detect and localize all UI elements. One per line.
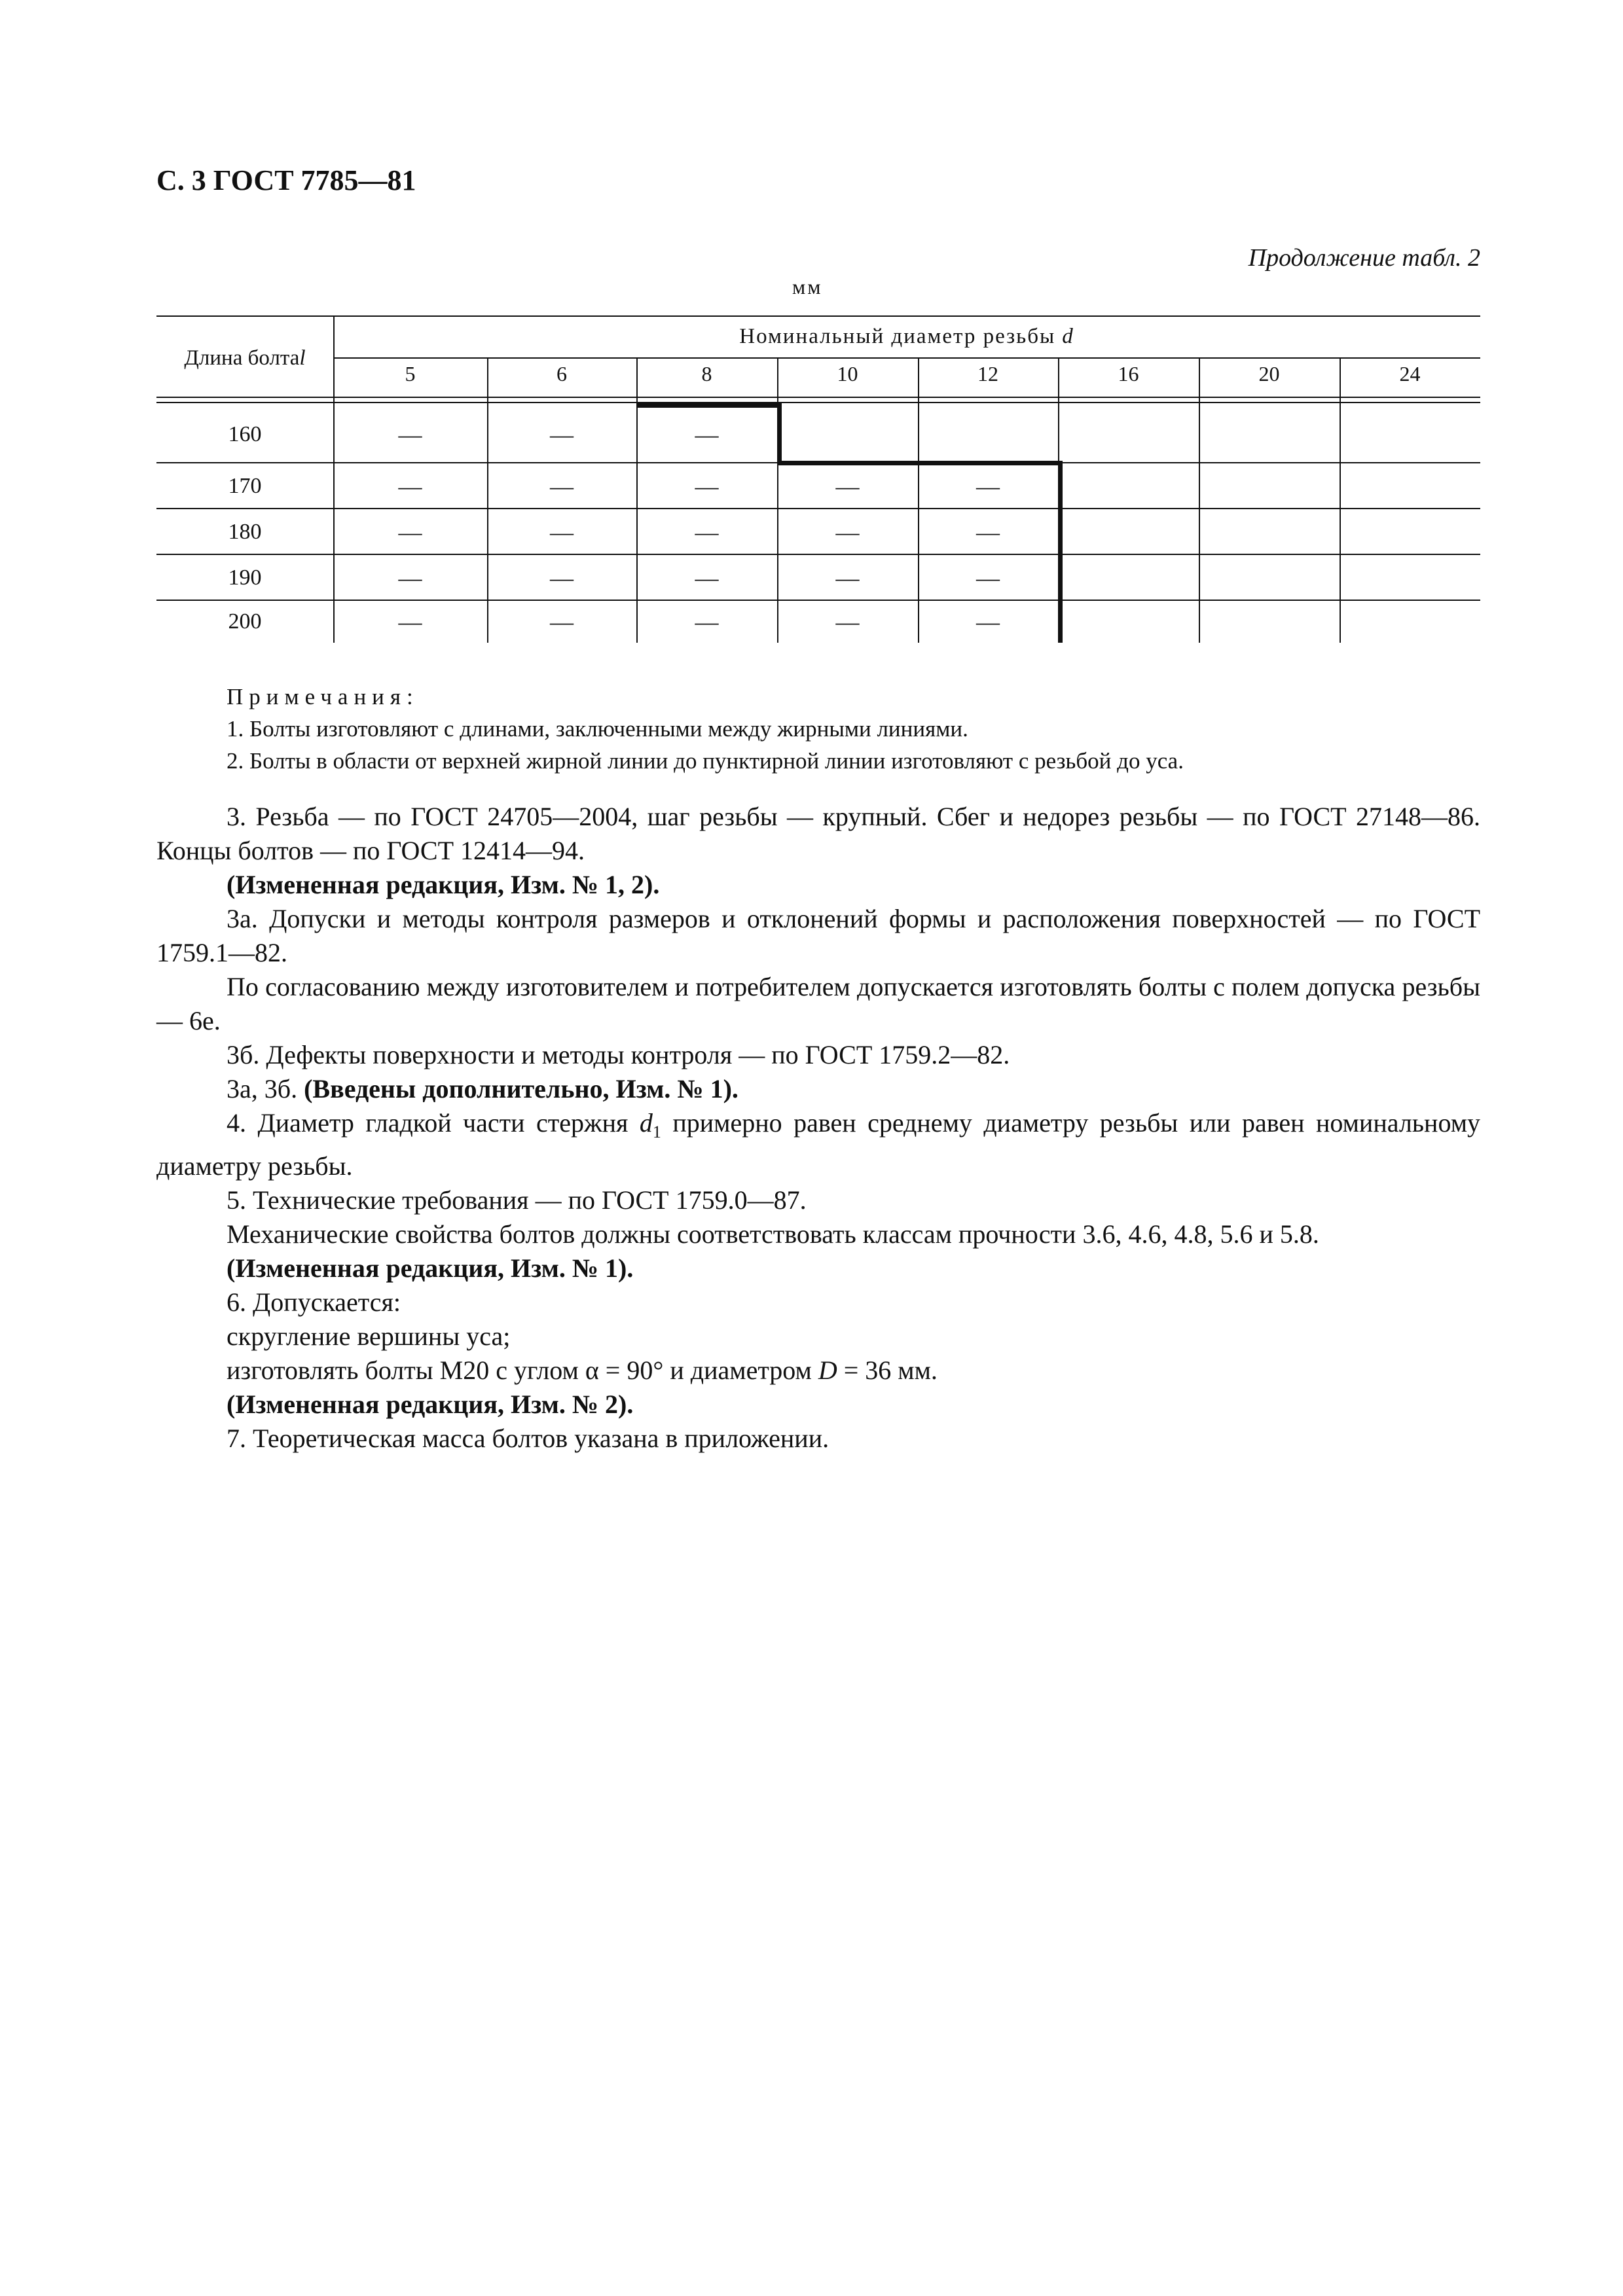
paragraph-4-var: d (639, 1108, 653, 1138)
column-header: 6 (556, 361, 567, 386)
row-length-label: 190 (228, 565, 262, 590)
paragraph-7: 7. Теоретическая масса болтов указана в приложении. (227, 1424, 830, 1453)
table-rule (1199, 357, 1200, 643)
table-cell: — (550, 609, 574, 635)
body-text (156, 800, 1480, 1456)
table-cell: — (695, 473, 719, 499)
table-unit: мм (792, 275, 823, 298)
column-group-text: Номинальный диаметр резьбы (739, 324, 1056, 348)
row-length-label: 180 (228, 520, 262, 544)
paragraph-3ab-bold: (Введены дополнительно, Изм. № 1). (304, 1074, 739, 1103)
table-rule (156, 397, 1480, 398)
table-cell: — (695, 609, 719, 635)
table-cell: — (976, 473, 1000, 499)
revision-note: (Измененная редакция, Изм. № 2). (227, 1390, 634, 1419)
table-continuation-label: Продолжение табл. 2 (1248, 244, 1480, 272)
paragraph-4-b: примерно равен среднему диаметру резьбы или равен номинальному диаметру резьбы. (156, 1108, 1481, 1181)
column-header: 10 (837, 361, 858, 386)
paragraph-3: 3. Резьба — по ГОСТ 24705—2004, шаг резьбы — крупный. Сбег и недорез резьбы — по ГОСТ 27148—86. Концы болтов — по ГОСТ 12414—94. (156, 802, 1480, 865)
table-cell: — (398, 422, 422, 448)
notes-title: Примечания: (227, 684, 419, 709)
paragraph-6-2-var: D (818, 1355, 837, 1385)
table-cell: — (835, 565, 860, 591)
paragraph-4-sub: 1 (652, 1122, 661, 1141)
table-cell: — (550, 519, 574, 545)
paragraph-3ab-prefix: 3а, 3б. (227, 1074, 304, 1103)
paragraph-3b: 3б. Дефекты поверхности и методы контроля — по ГОСТ 1759.2—82. (227, 1040, 1010, 1069)
paragraph-4-a: 4. Диаметр гладкой части стержня (227, 1108, 640, 1138)
row-header-var: l (299, 346, 306, 370)
paragraph-5: 5. Технические требования — по ГОСТ 1759.0—87. (227, 1185, 807, 1215)
column-group-header (333, 315, 1480, 357)
column-header: 24 (1399, 361, 1421, 386)
paragraph-6: 6. Допускается: (227, 1287, 401, 1317)
table-cell: — (398, 609, 422, 635)
table-cell: — (835, 473, 860, 499)
table-cell: — (695, 422, 719, 448)
row-header (156, 315, 333, 401)
paragraph-3a: 3а. Допуски и методы контроля размеров и отклонений формы и расположения поверхностей — по ГОСТ 1759.1—82. (156, 904, 1480, 967)
paragraph-5-2: Механические свойства болтов должны соответствовать классам прочности 3.6, 4.6, 4.8, 5.6 и 5.8. (227, 1219, 1319, 1249)
bold-boundary-line (777, 461, 1063, 465)
paragraph-4 (156, 1106, 1480, 1183)
table-cell: — (550, 565, 574, 591)
paragraph-6-2-b: = 36 мм. (837, 1355, 938, 1385)
paragraph-6-1: скругление вершины уса; (227, 1321, 511, 1351)
page-header: С. 3 ГОСТ 7785—81 (156, 164, 416, 196)
column-header: 12 (977, 361, 998, 386)
row-length-label: 200 (228, 609, 262, 634)
table-cell: — (695, 519, 719, 545)
table-cell: — (550, 422, 574, 448)
revision-note: (Измененная редакция, Изм. № 1). (227, 1253, 634, 1283)
column-header: 5 (405, 361, 416, 386)
table-cell: — (398, 473, 422, 499)
bold-boundary-line (636, 403, 782, 408)
table-rule (156, 402, 1480, 403)
table-rule (156, 315, 1480, 317)
paragraph-6-2 (156, 1354, 1480, 1388)
table-cell: — (835, 519, 860, 545)
table-cell: — (976, 519, 1000, 545)
table-cell: — (398, 519, 422, 545)
paragraph-6-2-a: изготовлять болты М20 с углом α = 90° и диаметром (227, 1355, 818, 1385)
column-header: 8 (701, 361, 712, 386)
table-cell: — (550, 473, 574, 499)
paragraph-3ab (156, 1072, 1480, 1106)
note-item: 2. Болты в области от верхней жирной линии до пунктирной линии изготовляют с резьбой до уса. (227, 748, 1184, 774)
revision-note: (Измененная редакция, Изм. № 1, 2). (227, 870, 660, 899)
paragraph-3a-2: По согласованию между изготовителем и потребителем допускается изготовлять болты с полем допуска резьбы — 6е. (156, 972, 1480, 1035)
table-rule (1340, 357, 1341, 643)
table-cell: — (695, 565, 719, 591)
column-header: 16 (1118, 361, 1139, 386)
column-group-var: d (1062, 324, 1074, 348)
notes (227, 681, 1184, 777)
column-header: 20 (1258, 361, 1280, 386)
bolt-length-table (156, 315, 1480, 643)
table-cell: — (976, 565, 1000, 591)
row-length-label: 170 (228, 474, 262, 498)
table-cell: — (398, 565, 422, 591)
bold-boundary-line (1058, 461, 1063, 643)
note-item: 1. Болты изготовляют с длинами, заключенными между жирными линиями. (227, 716, 968, 742)
row-length-label: 160 (228, 422, 262, 446)
bold-boundary-line (777, 403, 782, 463)
row-header-text: Длина болта (184, 346, 300, 370)
table-cell: — (976, 609, 1000, 635)
table-cell: — (835, 609, 860, 635)
